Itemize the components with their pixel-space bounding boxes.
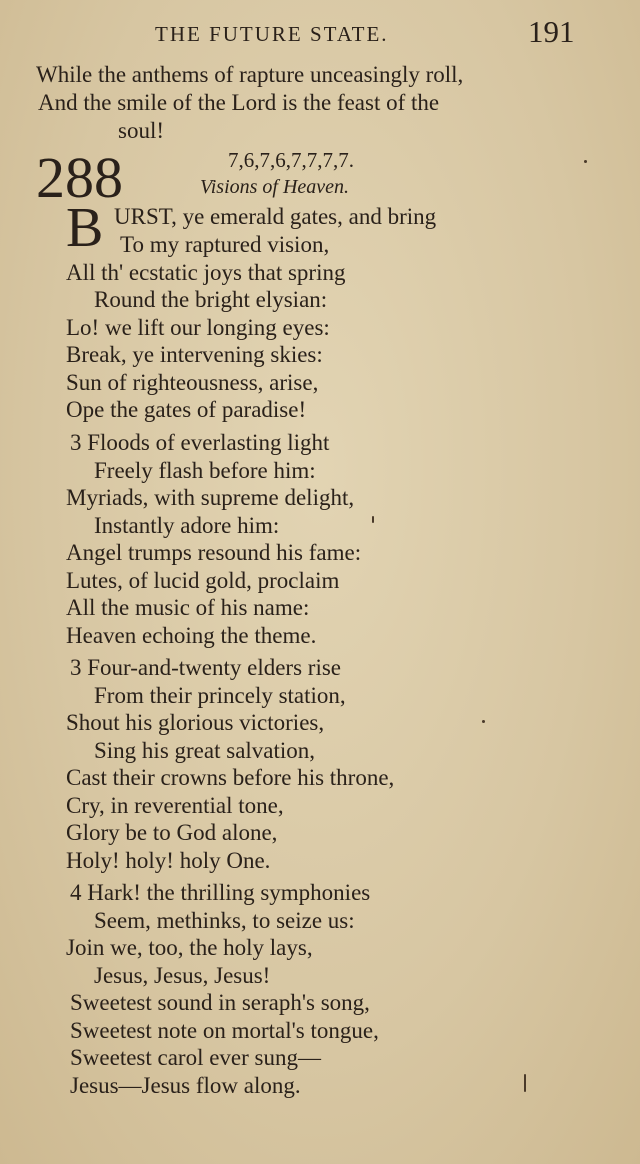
- text-line: Heaven echoing the theme.: [66, 623, 317, 648]
- text-line: Instantly adore him:: [94, 513, 280, 538]
- running-title: THE FUTURE STATE.: [155, 22, 389, 46]
- text-line: Jesus, Jesus, Jesus!: [94, 963, 271, 988]
- text-line: Myriads, with supreme delight,: [66, 485, 355, 510]
- hymn-meter: 7,6,7,6,7,7,7,7.: [228, 148, 354, 172]
- text-line: To my raptured vision,: [120, 232, 330, 257]
- text-line: Ope the gates of paradise!: [66, 397, 307, 422]
- paper-speck: [524, 1074, 526, 1092]
- text-line: Join we, too, the holy lays,: [66, 935, 313, 960]
- text-line: Sun of righteousness, arise,: [66, 370, 319, 395]
- text-line: Holy! holy! holy One.: [66, 848, 271, 873]
- text-line: Freely flash before him:: [94, 458, 316, 483]
- text-line: Glory be to God alone,: [66, 820, 278, 845]
- text-line: Jesus—Jesus flow along.: [70, 1073, 301, 1098]
- page-header: [0, 14, 640, 50]
- paper-speck: [482, 720, 485, 723]
- text-line: Break, ye intervening skies:: [66, 342, 323, 367]
- hymn-title: Visions of Heaven.: [200, 176, 350, 198]
- text-line: Sweetest sound in seraph's song,: [70, 990, 370, 1015]
- text-line: Cry, in reverential tone,: [66, 793, 284, 818]
- drop-cap: B: [66, 197, 104, 259]
- text-line: 3 Floods of everlasting light: [70, 430, 330, 455]
- page-number: 191: [528, 14, 575, 49]
- text-line: Seem, methinks, to seize us:: [94, 908, 355, 933]
- text-line: Shout his glorious victories,: [66, 710, 325, 735]
- text-line: URST, ye emerald gates, and bring: [114, 204, 437, 229]
- text-line: Sweetest carol ever sung—: [70, 1045, 322, 1070]
- text-line: 4 Hark! the thrilling symphonies: [70, 880, 371, 905]
- paper-speck: [372, 516, 374, 523]
- text-line: Angel trumps resound his fame:: [66, 540, 362, 565]
- text-line: All the music of his name:: [66, 595, 310, 620]
- text-line: Lutes, of lucid gold, proclaim: [66, 568, 340, 593]
- text-line: While the anthems of rapture unceasingly roll,: [36, 62, 464, 87]
- text-line: From their princely station,: [94, 683, 346, 708]
- text-line: soul!: [118, 118, 164, 143]
- hymn-number: 288: [36, 145, 123, 210]
- text-line: Sing his great salvation,: [94, 738, 316, 763]
- paper-speck: [584, 160, 587, 163]
- text-line: And the smile of the Lord is the feast of the: [38, 90, 440, 115]
- text-line: Round the bright elysian:: [94, 287, 328, 312]
- text-line: Lo! we lift our longing eyes:: [66, 315, 330, 340]
- text-line: Sweetest note on mortal's tongue,: [70, 1018, 379, 1043]
- text-line: Cast their crowns before his throne,: [66, 765, 395, 790]
- text-line: All th' ecstatic joys that spring: [66, 260, 346, 285]
- text-line: 3 Four-and-twenty elders rise: [70, 655, 341, 680]
